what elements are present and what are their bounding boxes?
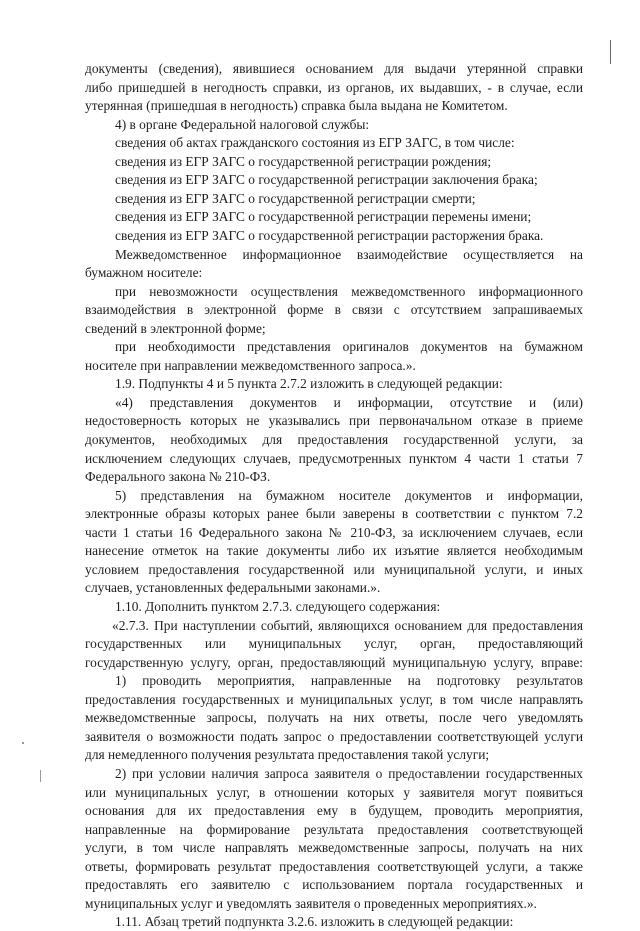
text-line: для немедленного получения результата предоставления такой услуги; bbox=[85, 747, 490, 763]
text-line: 4) в органе Федеральной налоговой службы: bbox=[115, 116, 370, 132]
text-line: межведомственные запросы, получать на них ответы, после чего уведомлять bbox=[85, 710, 583, 726]
text-line: «2.7.3. При наступлении событий, являющихся основанием для предоставления bbox=[112, 617, 583, 633]
text-line: сведения об актах гражданского состояния из ЕГР ЗАГС, в том числе: bbox=[115, 135, 515, 151]
text-line: муниципальных услуг и уведомлять заявителя о проведенных мероприятиях.». bbox=[85, 895, 537, 911]
text-line: основания для их предоставления ему в будущем, проводить мероприятия, bbox=[85, 803, 583, 818]
text-line: недостоверность которых не указывались при первоначальном отказе в приеме bbox=[85, 413, 583, 429]
text-line: при необходимости представления оригиналов документов на бумажном bbox=[115, 339, 583, 355]
text-line: 5) представления на бумажном носителе документов и информации, bbox=[115, 487, 583, 503]
text-line: «4) представления документов и информации, отсутствие и (или) bbox=[115, 394, 583, 410]
text-line: документов, необходимых для предоставления государственной услуги, за bbox=[85, 432, 583, 447]
text-line: сведения из ЕГР ЗАГС о государственной регистрации заключения брака; bbox=[115, 172, 538, 188]
text-line: сведения из ЕГР ЗАГС о государственной регистрации перемены имени; bbox=[115, 209, 532, 225]
text-line: документы (сведения), явившиеся основанием для выдачи утерянной справки bbox=[85, 61, 583, 76]
text-line: 1) проводить мероприятия, направленные на подготовку результатов bbox=[115, 673, 583, 689]
text-line: либо пришедшей в негодность справки, из органов, их выдавших, - в случае, если bbox=[85, 79, 583, 95]
text-line: взаимодействия в электронной форме в связи с отсутствием запрашиваемых bbox=[85, 302, 583, 318]
text-line: носителе при направлении межведомственного запроса.». bbox=[85, 357, 416, 373]
text-line: 1.10. Дополнить пунктом 2.7.3. следующего содержания: bbox=[115, 599, 441, 614]
text-line: сведения из ЕГР ЗАГС о государственной регистрации смерти; bbox=[115, 190, 476, 206]
text-line: Межведомственное информационное взаимодействие осуществляется на bbox=[115, 246, 583, 262]
text-line: исключением следующих случаев, предусмотренных пунктом 4 части 1 статьи 7 bbox=[85, 450, 583, 466]
text-line: услуги, в том числе направлять межведомственные запросы, получать на них bbox=[85, 840, 583, 856]
text-line: государственных или муниципальных услуг, орган, предоставляющий bbox=[85, 636, 583, 652]
text-line: случаев, установленных федеральными законами.». bbox=[85, 580, 381, 596]
text-line: заявителя о возможности подать запрос о предоставлении соответствующей услуги bbox=[85, 728, 583, 744]
text-line: предоставлять его заявителю с использованием портала государственных и bbox=[85, 877, 583, 893]
text-line: сведения из ЕГР ЗАГС о государственной регистрации расторжения брака. bbox=[115, 228, 544, 243]
text-line: нанесение отметок на такие документы либо их изъятие является необходимым bbox=[85, 543, 583, 559]
text-line: 1.9. Подпункты 4 и 5 пункта 2.7.2 изложить в следующей редакции: bbox=[115, 376, 503, 392]
text-line: при невозможности осуществления межведомственного информационного bbox=[115, 283, 583, 299]
text-line: утерянная (пришедшая в негодность) справка была выдана не Комитетом. bbox=[85, 98, 508, 114]
text-line: или муниципальных услуг, в отношении которых у заявителя могут появиться bbox=[85, 784, 583, 800]
text-line: ответы, формировать результат предоставления соответствующей услуги, а также bbox=[85, 858, 583, 874]
scan-edge-mark bbox=[610, 40, 611, 64]
text-line: 1.11. Абзац третий подпункта 3.2.6. изложить в следующей редакции: bbox=[115, 914, 514, 930]
text-line: бумажном носителе: bbox=[85, 265, 203, 281]
scan-speck bbox=[40, 770, 41, 782]
text-line: предоставления государственных и муниципальных услуг, в том числе направлять bbox=[85, 691, 583, 707]
text-line: 2) при условии наличия запроса заявителя о предоставлении государственных bbox=[115, 765, 583, 781]
text-line: государственную услугу, орган, предоставляющий муниципальную услугу, вправе: bbox=[85, 654, 583, 670]
text-line: части 1 статьи 16 Федерального закона № 210-ФЗ, за исключением случаев, если bbox=[85, 524, 583, 540]
text-line: Федерального закона № 210-ФЗ. bbox=[85, 469, 271, 485]
text-line: сведения из ЕГР ЗАГС о государственной регистрации рождения; bbox=[115, 153, 492, 169]
text-line: электронные образы которых ранее были заверены в соответствии с пунктом 7.2 bbox=[85, 506, 583, 522]
text-line: условием предоставления государственной или муниципальной услуги, и иных bbox=[85, 561, 583, 577]
text-line: сведений в электронной форме; bbox=[85, 320, 266, 336]
text-line: направленные на формирование результата предоставления соответствующей bbox=[85, 821, 583, 837]
scan-speck bbox=[22, 742, 24, 744]
